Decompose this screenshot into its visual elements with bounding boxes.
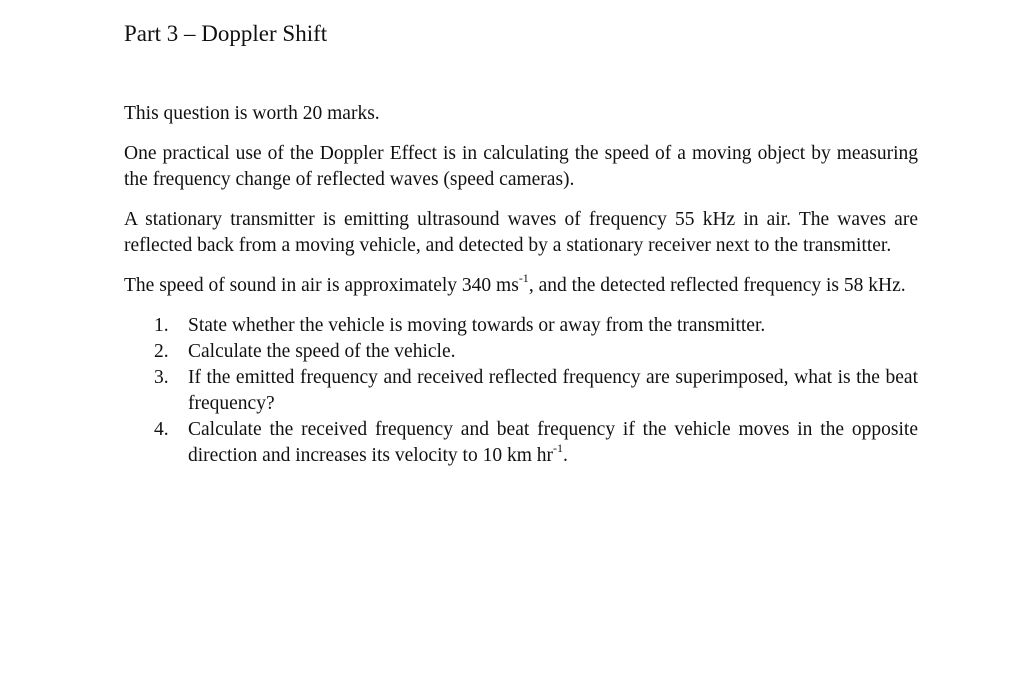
question-text: If the emitted frequency and received reflected frequency are superimposed, what is the beat frequency? — [188, 367, 918, 414]
question-list — [124, 313, 918, 469]
question-number: 2. — [154, 341, 169, 362]
question-item — [154, 313, 918, 339]
question-number: 4. — [154, 419, 169, 440]
speed-text: The speed of sound in air is approximately 340 ms — [124, 275, 519, 296]
question-text: State whether the vehicle is moving towards or away from the transmitter. — [188, 315, 766, 336]
question-text: Calculate the received frequency and beat frequency if the vehicle moves in the opposite direction and increases its velocity to 10 km hr — [188, 419, 918, 466]
document-page — [124, 18, 918, 469]
question-text: Calculate the speed of the vehicle. — [188, 341, 456, 362]
unit-exponent: -1 — [518, 270, 529, 285]
question-number: 1. — [154, 315, 169, 336]
setup-paragraph: A stationary transmitter is emitting ultrasound waves of frequency 55 kHz in air. The waves are reflected back from a moving vehicle, and detected by a stationary receiver next to the transmitter. — [124, 209, 918, 256]
question-text-end: . — [563, 445, 568, 466]
page-title: Part 3 – Doppler Shift — [124, 21, 328, 46]
frequency-text: , and the detected reflected frequency is 58 kHz. — [528, 275, 906, 296]
unit-exponent: -1 — [553, 440, 563, 455]
question-number: 3. — [154, 367, 169, 388]
intro-paragraph: One practical use of the Doppler Effect is in calculating the speed of a moving object by measuring the frequency change of reflected waves (speed cameras). — [124, 143, 918, 190]
question-item — [154, 365, 918, 417]
question-item — [154, 339, 918, 365]
marks-statement: This question is worth 20 marks. — [124, 103, 380, 124]
question-item — [154, 417, 918, 469]
speed-of-sound-paragraph — [124, 270, 918, 299]
